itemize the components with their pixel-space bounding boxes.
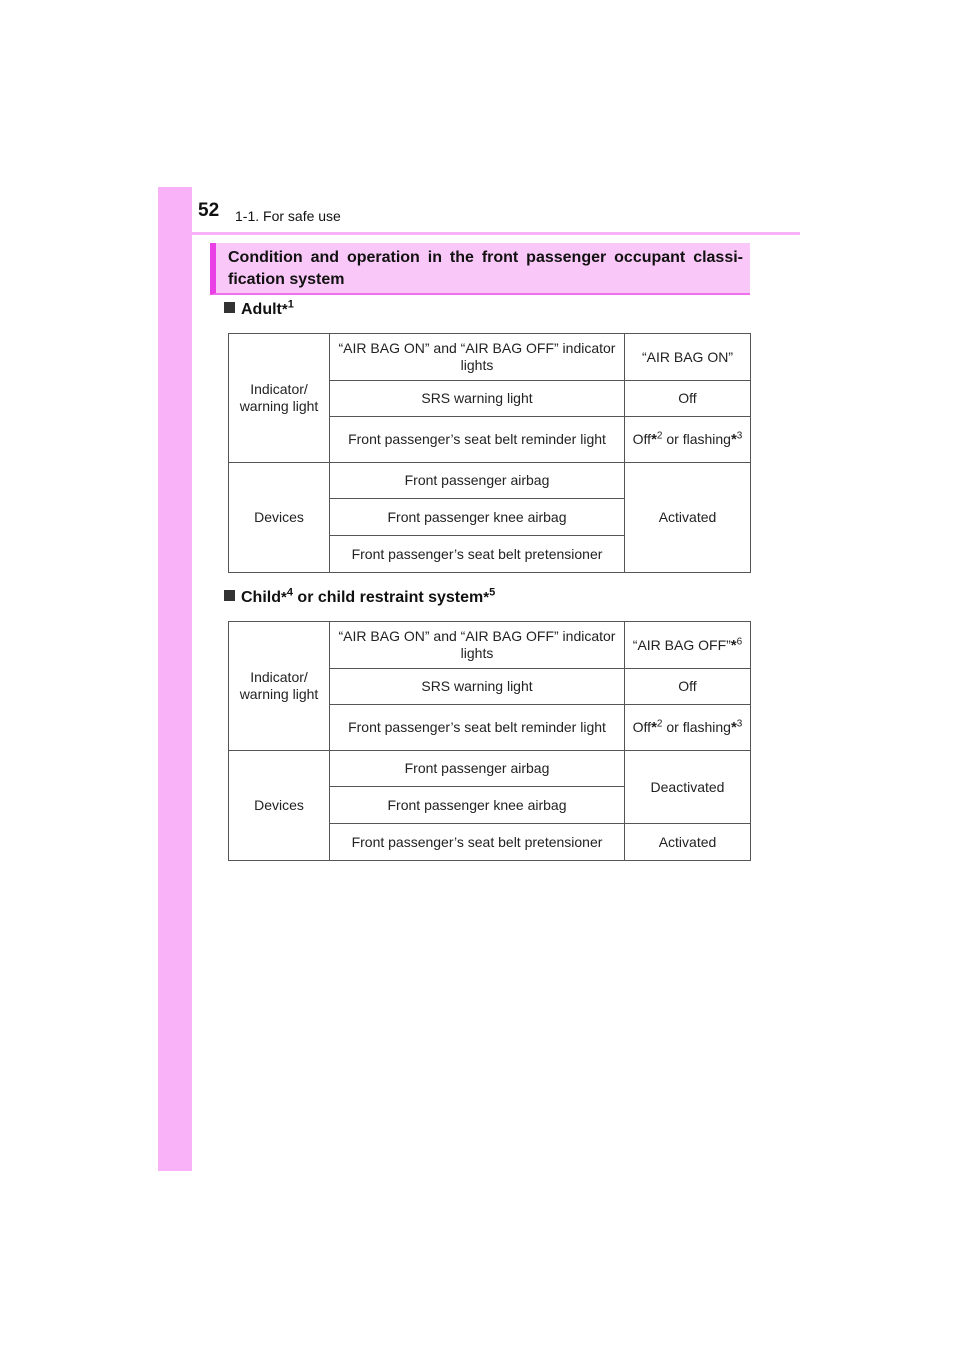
state-cell: “AIR BAG OFF”*$^6$ bbox=[625, 622, 751, 669]
child-table bbox=[228, 621, 751, 861]
footnote-ref: 1 bbox=[287, 298, 294, 311]
table-row bbox=[229, 334, 751, 381]
adult-table bbox=[228, 333, 751, 573]
state-cell: “AIR BAG ON” bbox=[625, 334, 751, 381]
item-cell: Front passenger’s seat belt pretensioner bbox=[330, 536, 625, 573]
item-cell: Front passenger airbag bbox=[330, 751, 625, 787]
chapter-title: 1-1. For safe use bbox=[235, 208, 341, 224]
state-cell: Off*$^2$ or flashing*$^3$ bbox=[625, 705, 751, 751]
section-title: Condition and operation in the front passenger occupant classi-fication system bbox=[228, 249, 743, 288]
state-cell: Off bbox=[625, 381, 751, 417]
adult-heading: Adult*$^1$ bbox=[224, 301, 294, 319]
page-number: 52 bbox=[198, 200, 220, 221]
item-cell: Front passenger’s seat belt pretensioner bbox=[330, 824, 625, 861]
item-cell: Front passenger’s seat belt reminder light bbox=[330, 705, 625, 751]
indicator-label-cell: Indicator/ warning light bbox=[229, 622, 330, 751]
item-cell: Front passenger knee airbag bbox=[330, 787, 625, 824]
item-cell: Front passenger’s seat belt reminder light bbox=[330, 417, 625, 463]
item-cell: SRS warning light bbox=[330, 669, 625, 705]
devices-label-cell: Devices bbox=[229, 463, 330, 573]
item-cell: “AIR BAG ON” and “AIR BAG OFF” indicator lights bbox=[330, 622, 625, 669]
footnote-ref: 4 bbox=[286, 586, 293, 599]
state-cell: Off*$^2$ or flashing*$^3$ bbox=[625, 417, 751, 463]
state-cell: Activated bbox=[625, 463, 751, 573]
devices-label-cell: Devices bbox=[229, 751, 330, 861]
item-cell: “AIR BAG ON” and “AIR BAG OFF” indicator lights bbox=[330, 334, 625, 381]
state-cell: Deactivated bbox=[625, 751, 751, 824]
side-tab-bar bbox=[158, 187, 192, 1171]
child-heading: Child*$^4$ or child restraint system*$^5$ bbox=[224, 589, 495, 607]
table-row bbox=[229, 751, 751, 787]
table-row bbox=[229, 622, 751, 669]
bullet-square-icon bbox=[224, 302, 235, 313]
table-row bbox=[229, 463, 751, 499]
section-heading-box bbox=[210, 243, 750, 295]
header-divider bbox=[192, 232, 800, 235]
item-cell: Front passenger airbag bbox=[330, 463, 625, 499]
state-cell: Activated bbox=[625, 824, 751, 861]
indicator-label-cell: Indicator/ warning light bbox=[229, 334, 330, 463]
bullet-square-icon bbox=[224, 590, 235, 601]
item-cell: SRS warning light bbox=[330, 381, 625, 417]
item-cell: Front passenger knee airbag bbox=[330, 499, 625, 536]
state-cell: Off bbox=[625, 669, 751, 705]
footnote-ref: 5 bbox=[489, 586, 496, 599]
